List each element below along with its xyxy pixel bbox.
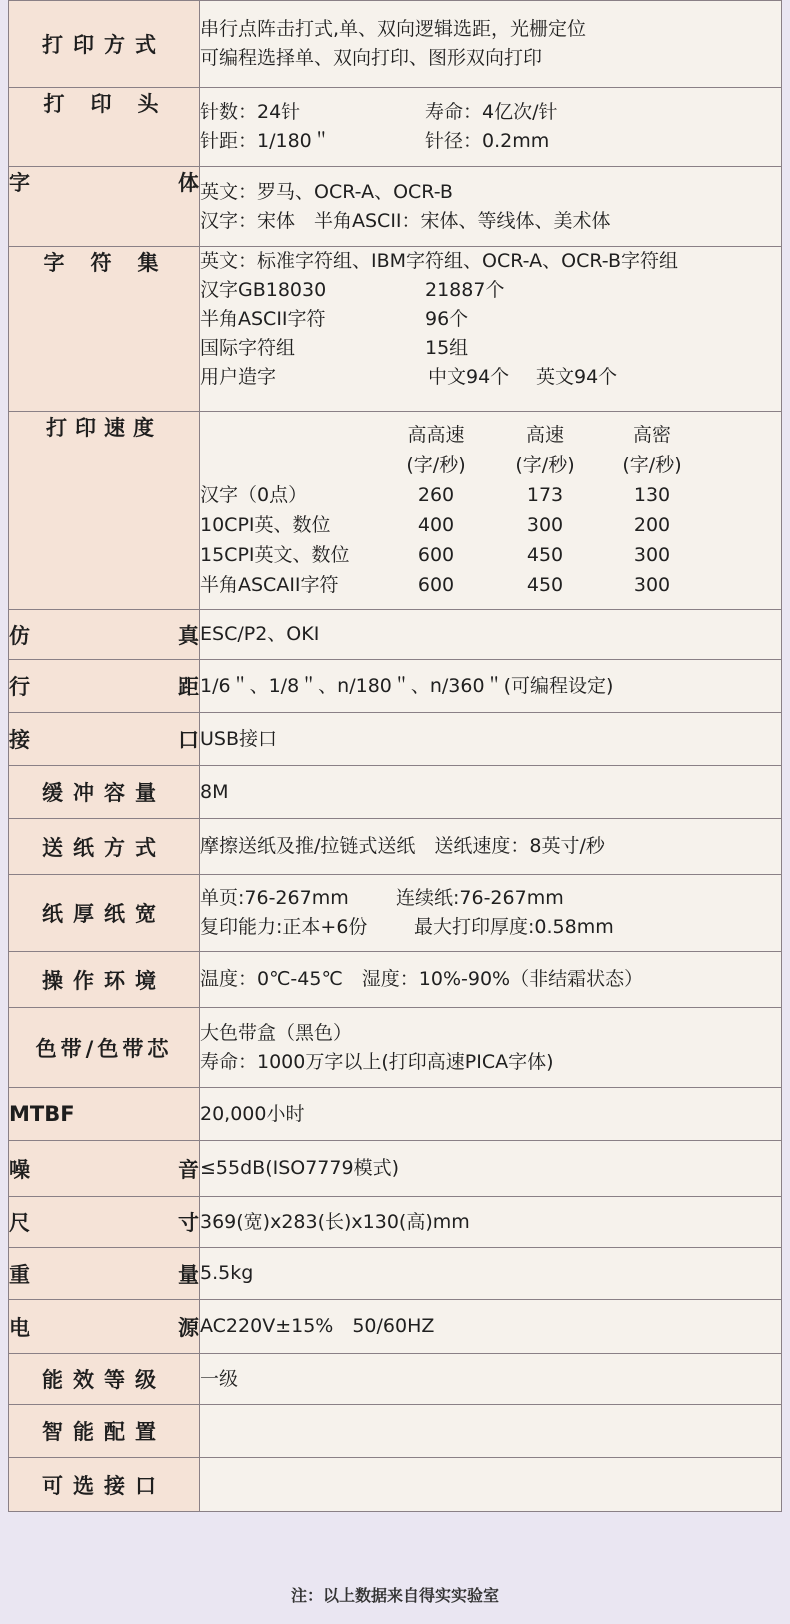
row-label: 仿真 bbox=[9, 610, 200, 660]
dimensions-value: 369(宽)x283(长)x130(高)mm bbox=[200, 1197, 782, 1248]
print-head-value bbox=[200, 88, 782, 167]
speed-row-name: 15CPI英文、数位 bbox=[200, 544, 350, 566]
max-thickness: 最大打印厚度:0.58mm bbox=[414, 916, 614, 938]
charset-count: 96个 bbox=[425, 308, 469, 330]
row-label: 字符集 bbox=[9, 247, 200, 412]
speed-value: 200 bbox=[633, 514, 671, 536]
table-row bbox=[9, 167, 782, 247]
row-label: 打印速度 bbox=[9, 412, 200, 610]
row-label: 字体 bbox=[9, 167, 200, 247]
footnote: 注：以上数据来自得实实验室 bbox=[290, 1586, 499, 1605]
pin-pitch: 针距：1/180＂ bbox=[200, 130, 331, 152]
ribbon-value bbox=[200, 1008, 782, 1088]
row-label: 接口 bbox=[9, 713, 200, 766]
table-row bbox=[9, 1008, 782, 1088]
table-row bbox=[9, 1405, 782, 1458]
row-label: 缓冲容量 bbox=[9, 766, 200, 819]
table-row bbox=[9, 247, 782, 412]
interface-value: USB接口 bbox=[200, 713, 782, 766]
speed-value: 130 bbox=[633, 484, 671, 506]
weight-value: 5.5kg bbox=[200, 1248, 782, 1300]
user-chars-cn: 中文94个 bbox=[428, 366, 510, 388]
ribbon-line: 寿命：1000万字以上(打印高速PICA字体) bbox=[200, 1050, 554, 1073]
user-chars: 用户造字 bbox=[200, 366, 277, 388]
speed-value: 173 bbox=[526, 484, 564, 506]
charset-name: 国际字符组 bbox=[200, 337, 296, 359]
speed-value: 300 bbox=[633, 574, 671, 596]
table-row bbox=[9, 88, 782, 167]
row-label: 操作环境 bbox=[9, 952, 200, 1008]
head-life: 寿命：4亿次/针 bbox=[425, 101, 558, 123]
speed-value: 450 bbox=[526, 574, 564, 596]
print-speed-value bbox=[200, 412, 782, 610]
speed-header: 高高速 bbox=[407, 424, 465, 446]
row-label: 可选接口 bbox=[9, 1458, 200, 1512]
table-row bbox=[9, 1141, 782, 1197]
pin-diameter: 针径：0.2mm bbox=[425, 130, 550, 152]
row-label: 纸厚纸宽 bbox=[9, 875, 200, 952]
row-label: 色带/色带芯 bbox=[9, 1008, 200, 1088]
table-row bbox=[9, 1, 782, 88]
paper-size-value bbox=[200, 875, 782, 952]
font-line: 汉字：宋体 半角ASCII：宋体、等线体、美术体 bbox=[200, 209, 611, 232]
row-label: 噪音 bbox=[9, 1141, 200, 1197]
table-row bbox=[9, 819, 782, 875]
table-row bbox=[9, 1248, 782, 1300]
table-row bbox=[9, 1354, 782, 1405]
speed-row-name: 10CPI英、数位 bbox=[200, 514, 331, 536]
charset-count: 21887个 bbox=[425, 279, 505, 301]
font-value bbox=[200, 167, 782, 247]
row-label: 尺寸 bbox=[9, 1197, 200, 1248]
speed-unit: (字/秒) bbox=[515, 454, 575, 476]
user-chars-en: 英文94个 bbox=[536, 366, 618, 388]
speed-value: 260 bbox=[417, 484, 455, 506]
speed-unit: (字/秒) bbox=[406, 454, 466, 476]
table-row bbox=[9, 1088, 782, 1141]
table-row bbox=[9, 875, 782, 952]
print-method-line: 串行点阵击打式,单、双向逻辑选距，光栅定位 bbox=[200, 18, 587, 40]
font-line: 英文：罗马、OCR-A、OCR-B bbox=[200, 180, 453, 203]
speed-row-name: 半角ASCAII字符 bbox=[200, 574, 339, 596]
speed-header: 高速 bbox=[525, 424, 564, 446]
table-row bbox=[9, 1197, 782, 1248]
optional-interface-value bbox=[200, 1458, 782, 1512]
row-label: 打印方式 bbox=[9, 1, 200, 88]
row-label: 重量 bbox=[9, 1248, 200, 1300]
spec-table bbox=[8, 0, 782, 1512]
row-label: 送纸方式 bbox=[9, 819, 200, 875]
charset-count: 15组 bbox=[425, 337, 469, 359]
emulation-value: ESC/P2、OKI bbox=[200, 610, 782, 660]
speed-header: 高密 bbox=[632, 424, 671, 446]
speed-value: 300 bbox=[633, 544, 671, 566]
row-label: MTBF bbox=[9, 1088, 200, 1141]
row-label: 行距 bbox=[9, 660, 200, 713]
row-label: 打印头 bbox=[9, 88, 200, 167]
paper-feed-value: 摩擦送纸及推/拉链式送纸 送纸速度：8英寸/秒 bbox=[200, 819, 782, 875]
environment-value: 温度：0℃-45℃ 湿度：10%-90%（非结霜状态） bbox=[200, 952, 782, 1008]
row-label: 电源 bbox=[9, 1300, 200, 1354]
row-label: 能效等级 bbox=[9, 1354, 200, 1405]
print-method-value bbox=[200, 1, 782, 88]
charset-name: 半角ASCII字符 bbox=[200, 308, 326, 330]
speed-value: 300 bbox=[526, 514, 564, 536]
table-row bbox=[9, 1300, 782, 1354]
copy-capability: 复印能力:正本+6份 bbox=[200, 916, 368, 938]
row-label: 智能配置 bbox=[9, 1405, 200, 1458]
table-row bbox=[9, 952, 782, 1008]
speed-unit: (字/秒) bbox=[622, 454, 682, 476]
continuous-paper: 连续纸:76-267mm bbox=[396, 887, 564, 909]
speed-value: 400 bbox=[417, 514, 455, 536]
buffer-value: 8M bbox=[200, 766, 782, 819]
mtbf-value: 20,000小时 bbox=[200, 1088, 782, 1141]
charset-value bbox=[200, 247, 782, 412]
table-row bbox=[9, 1458, 782, 1512]
ribbon-line: 大色带盒（黑色） bbox=[200, 1021, 353, 1044]
table-row bbox=[9, 713, 782, 766]
table-row bbox=[9, 766, 782, 819]
smart-value bbox=[200, 1405, 782, 1458]
speed-value: 450 bbox=[526, 544, 564, 566]
single-sheet: 单页:76-267mm bbox=[200, 887, 349, 909]
charset-english: 英文：标准字符组、IBM字符组、OCR-A、OCR-B字符组 bbox=[200, 250, 678, 272]
speed-value: 600 bbox=[417, 574, 455, 596]
table-row bbox=[9, 412, 782, 610]
print-method-line: 可编程选择单、双向打印、图形双向打印 bbox=[200, 47, 543, 69]
pin-count: 针数：24针 bbox=[200, 101, 301, 123]
table-row bbox=[9, 610, 782, 660]
energy-value: 一级 bbox=[200, 1354, 782, 1405]
table-row bbox=[9, 660, 782, 713]
speed-value: 600 bbox=[417, 544, 455, 566]
charset-name: 汉字GB18030 bbox=[200, 279, 327, 301]
speed-row-name: 汉字（0点） bbox=[200, 484, 308, 506]
line-spacing-value: 1/6＂、1/8＂、n/180＂、n/360＂(可编程设定) bbox=[200, 660, 782, 713]
noise-value: ≤55dB(ISO7779模式) bbox=[200, 1141, 782, 1197]
power-value: AC220V±15% 50/60HZ bbox=[200, 1300, 782, 1354]
